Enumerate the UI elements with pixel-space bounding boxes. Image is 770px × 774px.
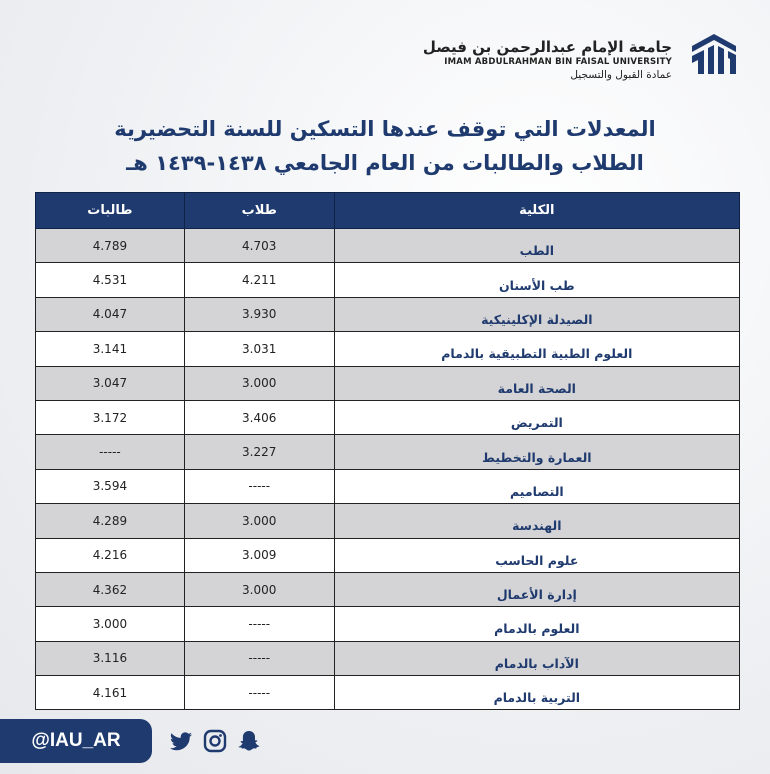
cell-female: 3.172 — [36, 400, 185, 434]
university-logo-icon — [686, 26, 742, 82]
cell-male: 3.000 — [184, 366, 334, 400]
cell-college: التصاميم — [334, 469, 739, 503]
cell-college: الهندسة — [334, 504, 739, 538]
table-row — [36, 263, 740, 297]
title-line-2: الطلاب والطالبات من العام الجامعي ١٤٣٨-١٤٣٩ هـ — [126, 151, 644, 175]
cell-college: التمريض — [334, 400, 739, 434]
cell-female: 4.531 — [36, 263, 185, 297]
cell-female: 3.141 — [36, 332, 185, 366]
cell-female: 3.594 — [36, 469, 185, 503]
snapchat-icon[interactable] — [236, 728, 262, 754]
cell-female: ----- — [36, 435, 185, 469]
table-row — [36, 400, 740, 434]
table-row — [36, 641, 740, 675]
cell-female: 4.289 — [36, 504, 185, 538]
cell-college: العلوم الطبية التطبيقية بالدمام — [334, 332, 739, 366]
cell-college: العمارة والتخطيط — [334, 435, 739, 469]
cell-male: 3.227 — [184, 435, 334, 469]
table-row — [36, 332, 740, 366]
cell-male: 3.406 — [184, 400, 334, 434]
cell-college: الطب — [334, 229, 739, 263]
table-row — [36, 676, 740, 710]
header-college: الكلية — [334, 193, 739, 229]
cell-male: ----- — [184, 607, 334, 641]
cell-college: علوم الحاسب — [334, 538, 739, 572]
table-row — [36, 607, 740, 641]
twitter-icon[interactable] — [168, 728, 194, 754]
university-header — [423, 18, 742, 82]
table-header-row — [36, 193, 740, 229]
cell-male: ----- — [184, 469, 334, 503]
cell-male: 3.000 — [184, 572, 334, 606]
table-row — [36, 297, 740, 331]
cell-male: 4.211 — [184, 263, 334, 297]
twitter-handle[interactable]: @IAU_AR — [0, 719, 152, 763]
table-row — [36, 469, 740, 503]
table-row — [36, 366, 740, 400]
title-line-1: المعدلات التي توقف عندها التسكين للسنة التحضيرية — [114, 117, 656, 141]
cell-male: 3.930 — [184, 297, 334, 331]
cell-college: إدارة الأعمال — [334, 572, 739, 606]
table-row — [36, 229, 740, 263]
cell-male: ----- — [184, 676, 334, 710]
university-name-block — [423, 38, 672, 82]
gpa-table — [35, 192, 740, 710]
header-male: طلاب — [184, 193, 334, 229]
table-row — [36, 538, 740, 572]
social-icons — [168, 728, 262, 754]
cell-college: التربية بالدمام — [334, 676, 739, 710]
instagram-icon[interactable] — [202, 728, 228, 754]
cell-male: ----- — [184, 641, 334, 675]
cell-female: 4.362 — [36, 572, 185, 606]
cell-female: 3.047 — [36, 366, 185, 400]
table-row — [36, 504, 740, 538]
cell-female: 4.216 — [36, 538, 185, 572]
cell-female: 4.047 — [36, 297, 185, 331]
cell-college: العلوم بالدمام — [334, 607, 739, 641]
department-name: عمادة القبول والتسجيل — [570, 69, 672, 81]
cell-male: 3.009 — [184, 538, 334, 572]
university-name-ar: جامعة الإمام عبدالرحمن بن فيصل — [422, 38, 672, 56]
cell-college: طب الأسنان — [334, 263, 739, 297]
cell-female: 3.116 — [36, 641, 185, 675]
cell-female: 4.789 — [36, 229, 185, 263]
cell-college: الآداب بالدمام — [334, 641, 739, 675]
cell-male: 4.703 — [184, 229, 334, 263]
table-row — [36, 435, 740, 469]
table-row — [36, 572, 740, 606]
cell-college: الصحة العامة — [334, 366, 739, 400]
cell-male: 3.000 — [184, 504, 334, 538]
page-title — [0, 112, 770, 180]
cell-female: 4.161 — [36, 676, 185, 710]
cell-college: الصيدلة الإكلينيكية — [334, 297, 739, 331]
cell-male: 3.031 — [184, 332, 334, 366]
university-name-en: IMAM ABDULRAHMAN BIN FAISAL UNIVERSITY — [444, 57, 672, 67]
table-body — [36, 229, 740, 710]
cell-female: 3.000 — [36, 607, 185, 641]
header-female: طالبات — [36, 193, 185, 229]
